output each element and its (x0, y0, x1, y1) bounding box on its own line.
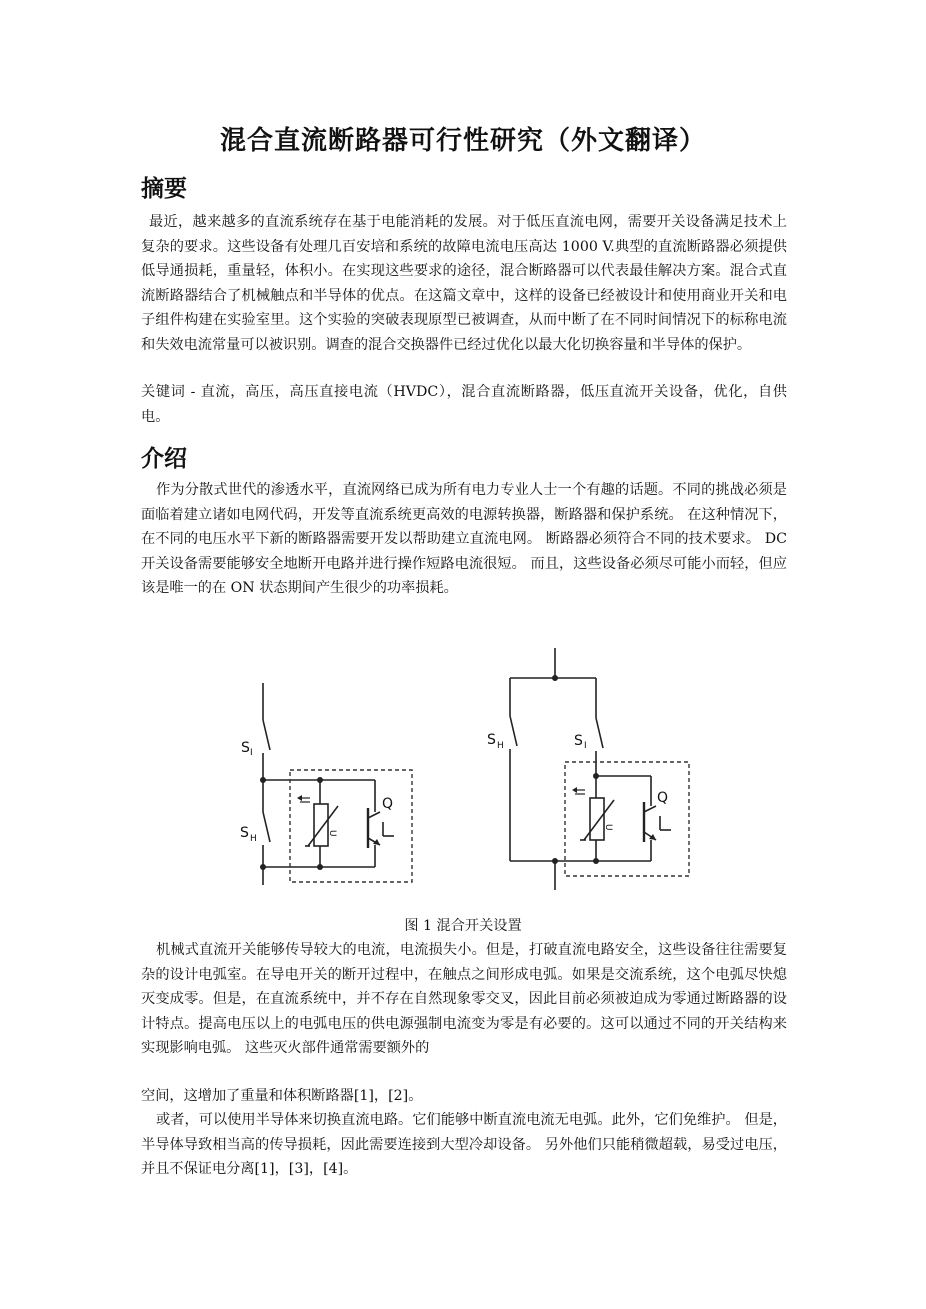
label-q-left: Q (382, 796, 394, 812)
abstract-paragraph: 最近，越来越多的直流系统存在基于电能消耗的发展。对于低压直流电网，需要开关设备满足技术上复杂的要求。这些设备有处理几百安培和系统的故障电流电压高达 1000 V.典型的直流断路器必须提供低导通损耗，重量轻，体积小。在实现这些要求的途径，混合断路器可以代表最佳解决方案。混合式直流断路器结合了机械触点和半导体的优点。在这篇文章中，这样的设备已经被设计和使用商业开关和电子组件构建在实验室里。这个实验的突破表现原型已被调查，从而中断了在不同时间情况下的标称电流和失效电流常量可以被识别。调查的混合交换器件已经过优化以最大化切换容量和半导体的保护。 (141, 214, 787, 353)
intro-paragraph: 作为分散式世代的渗透水平，直流网络已成为所有电力专业人士一个有趣的话题。不同的挑战必须是面临着建立诸如电网代码，开发等直流系统更高效的电源转换器，断路器和保护系统。 在这种情况下，在不同的电压水平下新的断路器需要开发以帮助建立直流电网。 断路器必须符合不同的技术要求。 DC 开关设备需要能够安全地断开电路并进行操作短路电流很短。 而且，这些设备必须尽可能小而轻，但应该是唯一的在 ON 状态期间产生很少的功率损耗。 (141, 482, 787, 596)
right-circuit (487, 648, 689, 890)
keywords-paragraph: 关键词 - 直流，高压，高压直接电流（HVDC），混合直流断路器，低压直流开关设备，优化，自供电。 (141, 384, 787, 425)
intro-heading: 介绍 (141, 446, 187, 472)
varistor-left (314, 804, 328, 846)
label-si-left: S (241, 740, 250, 756)
label-u-right: U (603, 824, 613, 831)
mechanical-switch-paragraph: 机械式直流开关能够传导较大的电流，电流损失小。但是，打破直流电路安全，这些设备往往需要复杂的设计电弧室。在导电开关的断开过程中，在触点之间形成电弧。如果是交流系统，这个电弧尽快熄灭变成零。但是，在直流系统中，并不存在自然现象零交叉，因此目前必须被迫成为零通过断路器的设计特点。提高电压以上的电弧电压的供电源强制电流变为零是有必要的。这可以通过不同的开关结构来实现影响电弧。 这些灭火部件通常需要额外的 (141, 942, 787, 1056)
label-sh-right-sub: H (497, 741, 504, 751)
arrow-icon-left (297, 795, 310, 802)
arrow-icon-right (572, 787, 585, 794)
hybrid-module-box-left (290, 770, 412, 882)
figure-caption: 图 1 混合开关设置 (404, 918, 522, 934)
switch-sh-right (510, 716, 517, 746)
hybrid-module-box-right (565, 762, 689, 876)
label-sh-left: S (240, 825, 249, 841)
switch-si-left (263, 720, 270, 750)
document-title: 混合直流断路器可行性研究（外文翻译） (219, 126, 706, 156)
varistor-right (590, 798, 604, 840)
space-paragraph: 空间，这增加了重量和体积断路器[1]，[2]。 (141, 1088, 423, 1104)
label-si-right-sub: I (584, 741, 587, 751)
label-si-right: S (574, 733, 583, 749)
switch-sh-left (263, 812, 270, 842)
left-circuit (240, 683, 412, 885)
abstract-heading: 摘要 (141, 176, 187, 202)
semiconductor-paragraph: 或者，可以使用半导体来切换直流电路。它们能够中断直流电流无电弧。此外，它们免维护。 但是，半导体导致相当高的传导损耗，因此需要连接到大型冷却设备。 另外他们只能稍微超载，易受过电压，并且不保证电分离[1]，[3]，[4]。 (141, 1112, 787, 1177)
label-sh-left-sub: H (250, 834, 257, 844)
switch-si-right (596, 718, 603, 748)
label-q-right: Q (657, 790, 669, 806)
label-u-left: U (327, 830, 337, 837)
label-sh-right: S (487, 732, 496, 748)
label-si-left-sub: I (250, 748, 253, 758)
